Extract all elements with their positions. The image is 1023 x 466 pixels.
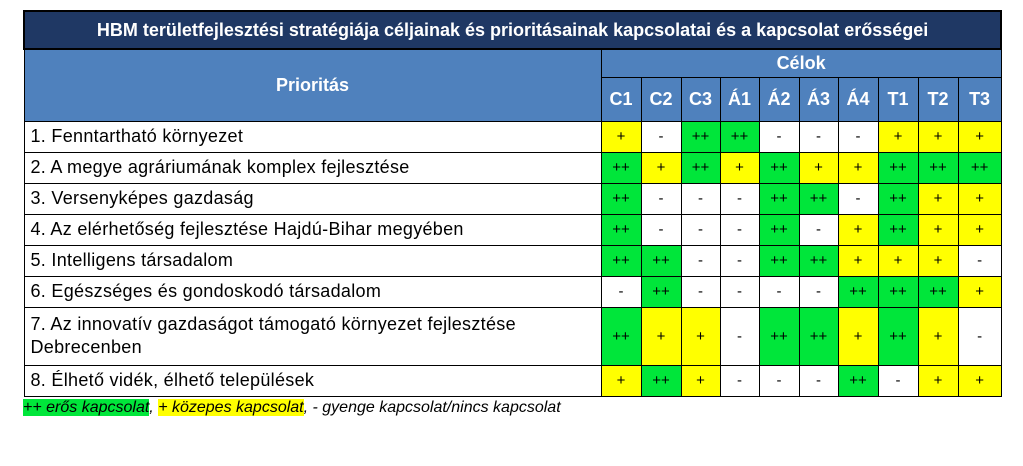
relationship-cell: + <box>838 152 878 183</box>
relationship-cell: + <box>681 365 720 396</box>
goals-priorities-table <box>23 10 1002 397</box>
table-row <box>24 121 1001 152</box>
relationship-cell: ++ <box>878 214 918 245</box>
relationship-cell: + <box>838 214 878 245</box>
goals-header: Célok <box>601 49 1001 77</box>
goal-code-header: T1 <box>878 77 918 121</box>
relationship-cell: ++ <box>799 245 838 276</box>
relationship-cell: - <box>681 214 720 245</box>
relationship-cell: ++ <box>681 152 720 183</box>
relationship-cell: - <box>759 365 799 396</box>
relationship-cell: + <box>918 365 958 396</box>
priority-label: 7. Az innovatív gazdaságot támogató környezet fejlesztése Debrecenben <box>24 307 601 365</box>
relationship-cell: + <box>720 152 759 183</box>
relationship-cell: + <box>918 121 958 152</box>
legend-strong: ++ erős kapcsolat <box>23 398 150 416</box>
table-row <box>24 152 1001 183</box>
table-row <box>24 183 1001 214</box>
relationship-cell: ++ <box>799 183 838 214</box>
relationship-cell: ++ <box>918 152 958 183</box>
priority-label: 1. Fenntartható környezet <box>24 121 601 152</box>
goal-code-header: T2 <box>918 77 958 121</box>
legend-separator: , <box>149 398 159 416</box>
relationship-cell: + <box>878 121 918 152</box>
relationship-cell: + <box>878 245 918 276</box>
relationship-cell: - <box>720 307 759 365</box>
relationship-cell: + <box>958 214 1001 245</box>
relationship-cell: - <box>799 121 838 152</box>
table-row <box>24 307 1001 365</box>
goal-code-header: C2 <box>641 77 681 121</box>
relationship-cell: ++ <box>759 214 799 245</box>
relationship-cell: - <box>720 245 759 276</box>
relationship-cell: ++ <box>759 183 799 214</box>
relationship-cell: - <box>641 214 681 245</box>
relationship-cell: ++ <box>601 152 641 183</box>
relationship-cell: - <box>681 276 720 307</box>
relationship-cell: - <box>838 121 878 152</box>
relationship-cell: ++ <box>878 183 918 214</box>
relationship-cell: + <box>958 183 1001 214</box>
priority-label: 8. Élhető vidék, élhető települések <box>24 365 601 396</box>
relationship-cell: + <box>838 307 878 365</box>
relationship-cell: - <box>759 276 799 307</box>
relationship-cell: ++ <box>759 152 799 183</box>
relationship-cell: + <box>958 276 1001 307</box>
relationship-cell: ++ <box>878 276 918 307</box>
relationship-cell: - <box>601 276 641 307</box>
relationship-cell: ++ <box>601 183 641 214</box>
table-body <box>24 121 1001 396</box>
relationship-cell: + <box>601 121 641 152</box>
relationship-cell: ++ <box>759 307 799 365</box>
goal-code-header: C3 <box>681 77 720 121</box>
goal-code-header: Á2 <box>759 77 799 121</box>
relationship-cell: - <box>958 307 1001 365</box>
priority-label: 2. A megye agráriumának komplex fejlesztése <box>24 152 601 183</box>
relationship-cell: ++ <box>878 152 918 183</box>
relationship-cell: + <box>918 183 958 214</box>
relationship-cell: - <box>878 365 918 396</box>
priority-label: 6. Egészséges és gondoskodó társadalom <box>24 276 601 307</box>
table-row <box>24 276 1001 307</box>
relationship-cell: + <box>838 245 878 276</box>
goal-code-header: C1 <box>601 77 641 121</box>
relationship-cell: ++ <box>799 307 838 365</box>
goal-code-header: Á1 <box>720 77 759 121</box>
goal-code-header: Á3 <box>799 77 838 121</box>
relationship-cell: ++ <box>918 276 958 307</box>
relationship-cell: + <box>681 307 720 365</box>
relationship-cell: + <box>958 121 1001 152</box>
relationship-cell: ++ <box>601 245 641 276</box>
relationship-cell: ++ <box>759 245 799 276</box>
goal-code-header: Á4 <box>838 77 878 121</box>
relationship-cell: ++ <box>641 365 681 396</box>
legend-medium: + közepes kapcsolat <box>158 398 304 416</box>
relationship-cell: ++ <box>601 214 641 245</box>
goal-code-header: T3 <box>958 77 1001 121</box>
priority-label: 5. Intelligens társadalom <box>24 245 601 276</box>
relationship-cell: ++ <box>958 152 1001 183</box>
priority-label: 3. Versenyképes gazdaság <box>24 183 601 214</box>
relationship-cell: + <box>918 214 958 245</box>
priority-header: Prioritás <box>24 49 601 121</box>
relationship-cell: + <box>918 245 958 276</box>
relationship-cell: + <box>641 152 681 183</box>
relationship-cell: + <box>641 307 681 365</box>
relationship-cell: ++ <box>641 276 681 307</box>
relationship-cell: + <box>601 365 641 396</box>
legend-separator: , <box>303 398 313 416</box>
relationship-cell: ++ <box>838 365 878 396</box>
table-title: HBM területfejlesztési stratégiája céljainak és prioritásainak kapcsolatai és a kapcsolat erősségei <box>24 11 1001 49</box>
table-row <box>24 245 1001 276</box>
relationship-cell: - <box>681 183 720 214</box>
relationship-cell: - <box>681 245 720 276</box>
relationship-cell: + <box>799 152 838 183</box>
relationship-cell: - <box>720 214 759 245</box>
relationship-cell: - <box>641 183 681 214</box>
table-row <box>24 365 1001 396</box>
relationship-cell: - <box>799 276 838 307</box>
relationship-cell: - <box>799 214 838 245</box>
relationship-cell: - <box>799 365 838 396</box>
relationship-cell: - <box>720 183 759 214</box>
relationship-cell: - <box>720 365 759 396</box>
relationship-cell: ++ <box>878 307 918 365</box>
legend <box>23 399 1000 417</box>
legend-weak: - gyenge kapcsolat/nincs kapcsolat <box>312 398 561 416</box>
relationship-cell: + <box>918 307 958 365</box>
relationship-cell: ++ <box>720 121 759 152</box>
priority-label: 4. Az elérhetőség fejlesztése Hajdú-Bihar megyében <box>24 214 601 245</box>
relationship-cell: ++ <box>681 121 720 152</box>
relationship-cell: + <box>958 365 1001 396</box>
relationship-matrix <box>23 10 1000 417</box>
relationship-cell: - <box>641 121 681 152</box>
relationship-cell: ++ <box>641 245 681 276</box>
relationship-cell: ++ <box>601 307 641 365</box>
relationship-cell: - <box>838 183 878 214</box>
relationship-cell: - <box>720 276 759 307</box>
table-row <box>24 214 1001 245</box>
relationship-cell: - <box>759 121 799 152</box>
relationship-cell: ++ <box>838 276 878 307</box>
relationship-cell: - <box>958 245 1001 276</box>
